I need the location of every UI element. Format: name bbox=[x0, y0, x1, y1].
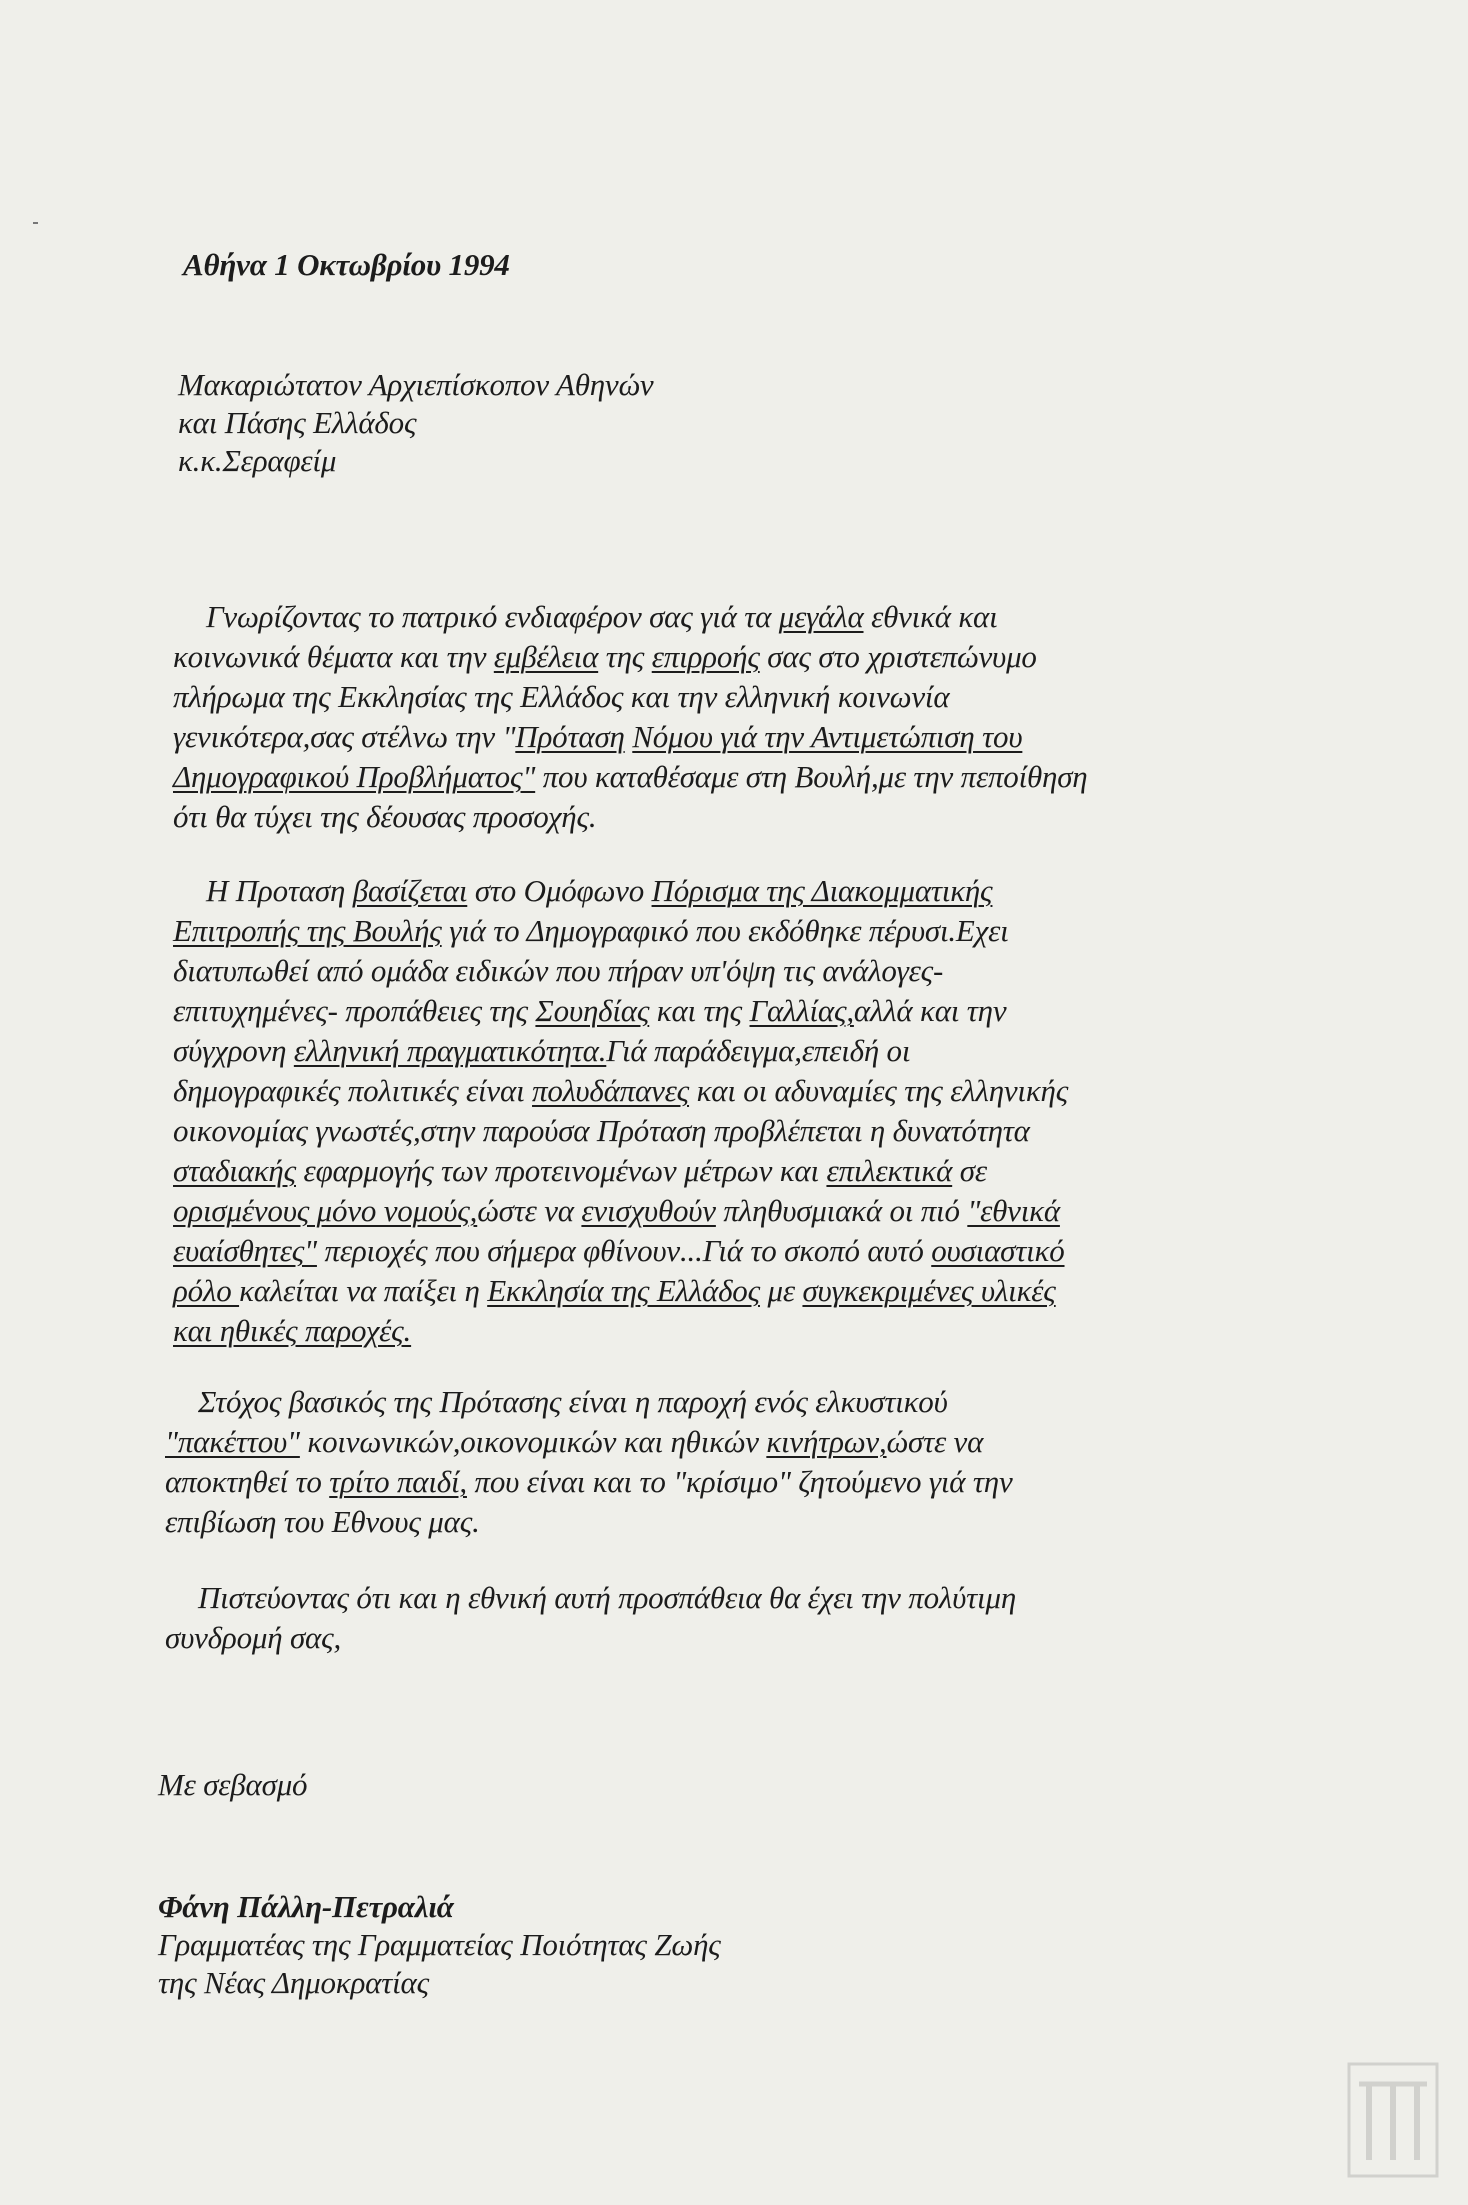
underlined-phrase: ενισχυθούν bbox=[581, 1193, 716, 1228]
text-run: επιβίωση του Εθνους μας. bbox=[165, 1504, 480, 1539]
underlined-phrase: Δημογραφικού Προβλήματος" bbox=[173, 759, 536, 794]
text-run: της bbox=[598, 639, 652, 674]
text-run: Γνωρίζοντας το πατρικό ενδιαφέρον σας γιά τα bbox=[206, 599, 779, 634]
underlined-phrase: βασίζεται bbox=[352, 873, 468, 908]
text-run: και οι αδυναμίες της ελληνικής bbox=[689, 1073, 1069, 1108]
underlined-phrase: ελληνική πραγματικότητα. bbox=[293, 1033, 607, 1068]
text-line bbox=[173, 991, 1006, 1031]
text-line bbox=[173, 717, 1022, 757]
underlined-phrase: μεγάλα bbox=[778, 599, 864, 634]
text-run: ώστε να bbox=[477, 1193, 582, 1228]
text-line bbox=[173, 757, 1087, 797]
underlined-phrase: ορισμένους μόνο νομούς, bbox=[173, 1193, 478, 1228]
text-run: συνδρομή σας, bbox=[165, 1620, 342, 1655]
recipient-line: κ.κ.Σεραφείμ bbox=[178, 443, 337, 478]
text-run: πλήρωμα της Εκκλησίας της Ελλάδος και την ελληνική κοινωνία bbox=[173, 679, 950, 714]
text-line bbox=[173, 1311, 411, 1351]
underlined-phrase: Σουηδίας bbox=[535, 993, 650, 1028]
signatory-name: Φάνη Πάλλη-Πετραλιά bbox=[158, 1889, 454, 1924]
text-run: με bbox=[759, 1273, 803, 1308]
text-line bbox=[173, 1151, 987, 1191]
text-run: δημογραφικές πολιτικές είναι bbox=[173, 1073, 533, 1108]
underlined-phrase: κινήτρων, bbox=[766, 1424, 887, 1459]
text-line bbox=[206, 597, 998, 637]
text-run: Γιά παράδειγμα,επειδή οι bbox=[606, 1033, 911, 1068]
archive-stamp-icon bbox=[1345, 2060, 1441, 2180]
text-line bbox=[173, 1071, 1068, 1111]
underlined-phrase: σταδιακής bbox=[173, 1153, 296, 1188]
text-run: Η Προταση bbox=[206, 873, 353, 908]
underlined-phrase: Νόμου γιά την Αντιμετώπιση του bbox=[632, 719, 1023, 754]
text-line bbox=[173, 911, 1009, 951]
text-run: επιτυχημένες- προπάθειες της bbox=[173, 993, 536, 1028]
signatory-org: της Νέας Δημοκρατίας bbox=[158, 1965, 429, 2000]
text-run: αποκτηθεί το bbox=[165, 1464, 330, 1499]
text-line bbox=[206, 871, 992, 911]
text-run: σύγχρονη bbox=[173, 1033, 294, 1068]
underlined-phrase: Επιτροπής της Βουλής bbox=[173, 913, 442, 948]
text-run: σας στο χριστεπώνυμο bbox=[759, 639, 1037, 674]
text-run: που καταθέσαμε στη Βουλή,με την πεποίθηση bbox=[535, 759, 1088, 794]
text-run: Στόχος βασικός της Πρότασης είναι η παροχή ενός ελκυστικού bbox=[198, 1384, 948, 1419]
text-line bbox=[173, 637, 1037, 677]
text-run: αλλά και την bbox=[853, 993, 1007, 1028]
text-line bbox=[198, 1578, 1016, 1618]
underlined-phrase: και ηθικές παροχές. bbox=[173, 1313, 412, 1348]
underlined-phrase: ρόλο bbox=[173, 1273, 240, 1308]
text-run: σε bbox=[952, 1153, 987, 1188]
text-run: και της bbox=[649, 993, 750, 1028]
text-line bbox=[173, 1271, 1056, 1311]
underlined-phrase: Πόρισμα της Διακομματικής bbox=[651, 873, 993, 908]
closing-salutation: Με σεβασμό bbox=[158, 1767, 308, 1802]
underlined-phrase: "εθνικά bbox=[967, 1193, 1060, 1228]
signatory-title: Γραμματέας της Γραμματείας Ποιότητας Ζωής bbox=[158, 1927, 721, 1962]
underlined-phrase: Πρόταση bbox=[515, 719, 625, 754]
underlined-phrase: Γαλλίας, bbox=[749, 993, 854, 1028]
text-line bbox=[173, 797, 596, 837]
text-run: πληθυσμιακά οι πιό bbox=[715, 1193, 968, 1228]
text-run: εθνικά και bbox=[863, 599, 998, 634]
text-run: γιά το Δημογραφικό που εκδόθηκε πέρυσι.Εχει bbox=[441, 913, 1009, 948]
text-run: εφαρμογής των προτεινομένων μέτρων και bbox=[296, 1153, 827, 1188]
underlined-phrase: ουσιαστικό bbox=[931, 1233, 1065, 1268]
underlined-phrase: επιρροής bbox=[651, 639, 760, 674]
recipient-line: Μακαριώτατον Αρχιεπίσκοπον Αθηνών bbox=[178, 367, 654, 402]
underlined-phrase: επιλεκτικά bbox=[826, 1153, 953, 1188]
text-line bbox=[165, 1618, 341, 1658]
text-line bbox=[165, 1422, 983, 1462]
text-line bbox=[173, 1111, 1030, 1151]
text-line bbox=[198, 1382, 948, 1422]
text-run: κοινωνικών,οικονομικών και ηθικών bbox=[299, 1424, 767, 1459]
text-run: ότι θα τύχει της δέουσας προσοχής. bbox=[173, 799, 597, 834]
text-run: καλείται να παίξει η bbox=[239, 1273, 488, 1308]
underlined-phrase: Εκκλησία της Ελλάδος bbox=[487, 1273, 760, 1308]
text-run: οικονομίας γνωστές,στην παρούσα Πρόταση προβλέπεται η δυνατότητα bbox=[173, 1113, 1030, 1148]
text-line bbox=[173, 1231, 1065, 1271]
text-line bbox=[165, 1462, 1013, 1502]
text-run: που είναι και το "κρίσιμο" ζητούμενο γιά την bbox=[466, 1464, 1013, 1499]
text-line bbox=[173, 677, 949, 717]
text-run: στο Ομόφωνο bbox=[467, 873, 652, 908]
text-run: κοινωνικά θέματα και την bbox=[173, 639, 494, 674]
recipient-line: και Πάσης Ελλάδος bbox=[178, 405, 417, 440]
underlined-phrase: ευαίσθητες" bbox=[173, 1233, 317, 1268]
underlined-phrase: "πακέττου" bbox=[165, 1424, 300, 1459]
text-run: γενικότερα,σας στέλνω την " bbox=[173, 719, 516, 754]
underlined-phrase: τρίτο παιδί, bbox=[329, 1464, 467, 1499]
text-line bbox=[173, 1191, 1060, 1231]
underlined-phrase: πολυδάπανες bbox=[532, 1073, 690, 1108]
text-run: Πιστεύοντας ότι και η εθνική αυτή προσπάθεια θα έχει την πολύτιμη bbox=[198, 1580, 1017, 1615]
letter-date: Αθήνα 1 Οκτωβρίου 1994 bbox=[183, 247, 510, 282]
text-run: ώστε να bbox=[886, 1424, 984, 1459]
text-run: περιοχές που σήμερα φθίνουν...Γιά το σκοπό αυτό bbox=[316, 1233, 932, 1268]
text-run: διατυπωθεί από ομάδα ειδικών που πήραν υπ'όψη τις ανάλογες- bbox=[173, 953, 944, 988]
text-line bbox=[173, 951, 943, 991]
scan-mark bbox=[33, 222, 38, 224]
text-line bbox=[173, 1031, 910, 1071]
underlined-phrase: εμβέλεια bbox=[493, 639, 599, 674]
underlined-phrase: συγκεκριμένες υλικές bbox=[802, 1273, 1056, 1308]
text-line bbox=[165, 1502, 480, 1542]
